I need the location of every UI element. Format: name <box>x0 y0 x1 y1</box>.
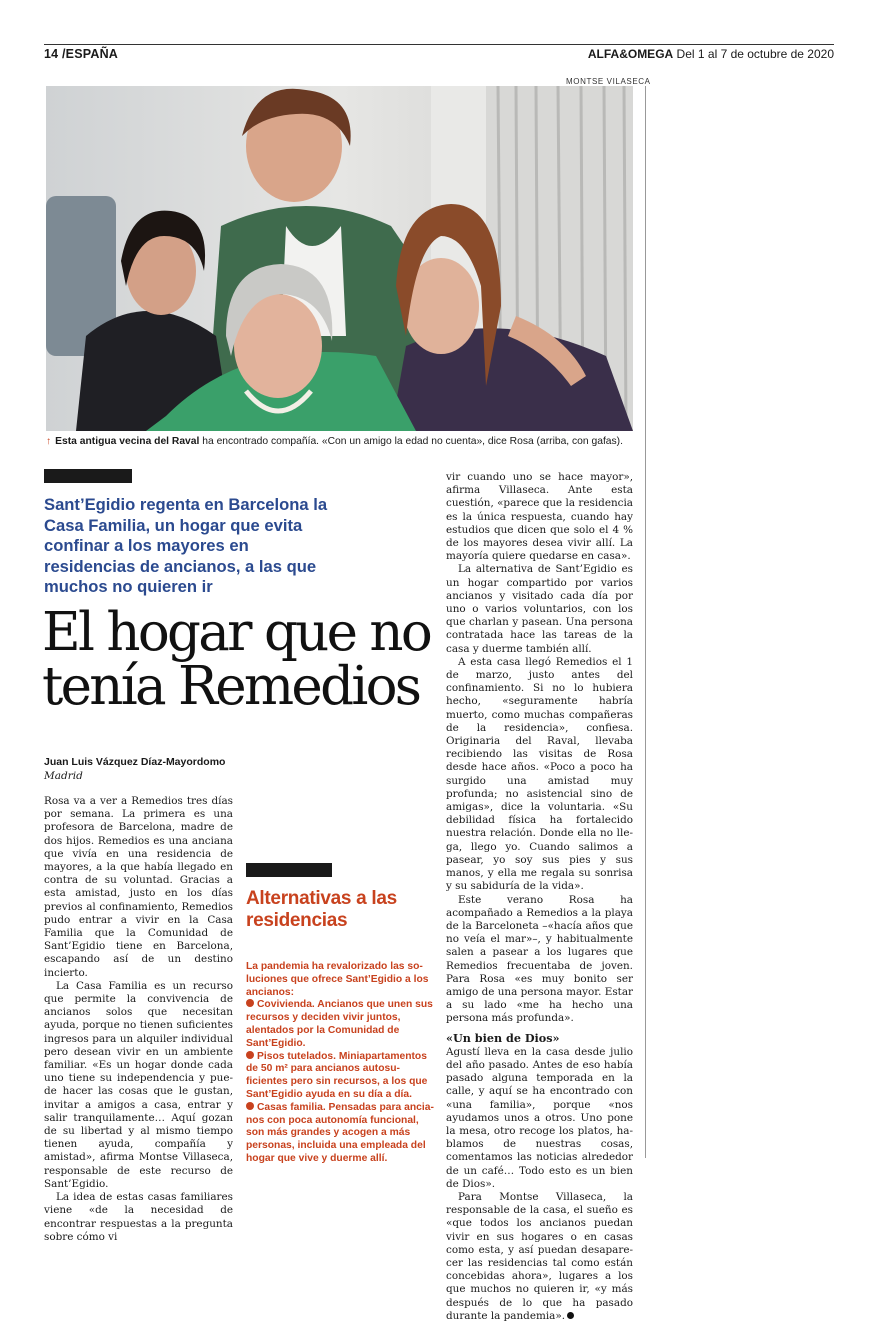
sidebar-item-text: Casas familia. Pensadas para ancianos con poca autonomía funcional, son más grandes y acogen a más personas, incluida una empleada del hogar que vive y duerme allí. <box>246 1101 434 1164</box>
sidebar-body <box>246 961 434 1166</box>
section-name: ESPAÑA <box>65 47 119 61</box>
body-paragraph: La Casa Familia es un recurso que permite la convivencia de ancianos solos que necesitan ayuda, porque no tienen suficientes ingresos para un alquiler individual pero desean vivir en un ambiente familiar. «Es un hogar donde cada uno tiene su independencia y puede hacer las cosas que le gustan, invitar a amigos a casa, entrar y salir tranquilamente… Aquí gozan de su libertad y al mismo tiempo tienen ayuda, compañía y amistad», afirma Montse Villaseca, responsable de este recurso de Sant’Egidio. <box>44 979 233 1190</box>
body-column-3 <box>446 471 633 1323</box>
body-paragraph: Rosa va a ver a Remedios tres días por semana. La primera es una profesora de Barcelona, madre de dos hijos. Remedios es una anciana que vivía en una residencia de mayores, a la que había llegado en contra de su voluntad. Gracias a esta amistad, justo en los días previos al confinamiento, Remedios pudo entrar a vivir en la Casa Familia que la Comunidad de Sant’Egidio tiene en Barcelona, escapando así de un destino incierto. <box>44 795 233 979</box>
page-number: 14 <box>44 47 59 61</box>
body-paragraph: La alternativa de Sant’Egidio es un hogar compartido por varios ancianos y visitado cada día por uno o varios voluntarios, con los que charlan y pasean. Una persona contratada hace las tareas de la casa y duerme también allí. <box>446 563 633 655</box>
sidebar-item <box>246 1051 434 1102</box>
article-deck: Sant’Egidio regenta en Barcelona la Casa Familia, un hogar que evita confinar a los mayores en residencias de ancianos, a las que muchos no quieren ir <box>44 495 328 596</box>
photo-caption <box>46 436 646 447</box>
sidebar-item <box>246 999 434 1050</box>
body-paragraph <box>446 1191 633 1323</box>
body-paragraph: A esta casa llegó Remedios el 1 de marzo, justo antes del confinamiento. Si no lo hubiera hecho, «seguramente habría muerto, como muchas compañeras de la residencia», confiesa. Originaria del Raval, llevaba recibiendo las visitas de Rosa desde hace años. «Poco a poco ha surgido una amistad muy profunda; no asistencial sino de amigas», dice la voluntaria. «Su debilidad física ha fortalecido nuestra relación. Donde ella no llega, llego yo. Cuando salimos a pasear, yo soy sus pies y sus manos, y ella me regala su sonrisa y su sabiduría de la vida». <box>446 655 633 893</box>
body-paragraph: Agustí lleva en la casa desde julio del año pasado. Antes de eso había pasado alguna temporada en la calle, y aquí se ha encontrado con «una familia», porque «nos ayudamos unos a otros. Uno pone la mesa, otro recoge los platos, hablamos de nuestras cosas, comentamos las noticias alrededor de un café… Todo esto es un bien de Dios». <box>446 1045 633 1190</box>
dateline-location: Madrid <box>44 770 83 782</box>
sidebar-intro: La pandemia ha revalorizado las soluciones que ofrece Sant’Egidio a los ancianos: <box>246 961 429 998</box>
author-byline: Juan Luis Vázquez Díaz-Mayordomo <box>44 756 226 768</box>
sidebar-item-text: Covivienda. Ancianos que unen sus recursos y deciden vivir juntos, alentados por la Comunidad de Sant’Egidio. <box>246 999 433 1049</box>
arrow-up-icon: ↑ <box>46 436 52 447</box>
deck-marker-bar <box>44 469 132 483</box>
photo-credit: MONTSE VILASECA <box>566 77 651 86</box>
publication-name: ALFA&OMEGA <box>587 47 674 61</box>
headline-line-2: tenía Remedios <box>42 656 420 717</box>
bullet-icon <box>246 999 254 1007</box>
header-rule <box>44 44 834 45</box>
final-paragraph-text: Para Montse Villaseca, la responsable de la casa, el sueño es «que todos los ancianos puedan vivir en sus hogares o en casas como esta, y así puedan desaparecer las residencias tal como están concebidas ahora», lugares a los que muchos no quieren ir, «y más después de lo que ha pasado durante la pandemia». <box>446 1190 633 1322</box>
section-subhead: «Un bien de Dios» <box>446 1030 560 1045</box>
headline-line-1: El hogar que no <box>42 602 431 663</box>
sidebar-item <box>246 1102 434 1166</box>
caption-text: ha encontrado compañía. «Con un amigo la edad no cuenta», dice Rosa (arriba, con gafas). <box>202 436 623 447</box>
body-paragraph: Este verano Rosa ha acompañado a Remedios a la playa de la Barceloneta –«hacía años que no veía el mar»–, y habitualmente salen a pasear a los lugares que Remedios frecuentaba de joven. Para Rosa «es muy bonito ser amigo de una persona mayor. Estar a su lado «me ha hecho una persona más profunda». <box>446 893 633 1025</box>
body-paragraph: vir cuando uno se hace mayor», afirma Villaseca. Ante esta cuestión, «parece que la residencia es la única respuesta, cuando hay estudios que dicen que solo el 4 % de los mayores desea vivir allí. La mayoría quiere quedarse en casa». <box>446 471 633 563</box>
issue-dates: Del 1 al 7 de octubre de 2020 <box>676 47 834 61</box>
article-photo <box>46 86 633 431</box>
article-headline <box>42 602 452 717</box>
page-section: 14 /ESPAÑA <box>44 47 119 61</box>
masthead <box>588 47 834 61</box>
column-rule <box>645 86 646 1158</box>
caption-lead: Esta antigua vecina del Raval <box>55 436 200 447</box>
sidebar-title: Alternativas a las residencias <box>246 888 397 931</box>
sidebar-item-text: Pisos tutelados. Miniapartamentos de 50 m² para ancianos autosuficientes pero sin recursos, a los que Sant’Egidio ayuda en su día a día. <box>246 1050 428 1100</box>
bullet-icon <box>246 1102 254 1110</box>
body-paragraph: La idea de estas casas familiares viene «de la necesidad de encontrar respuestas a la pregunta sobre cómo vi <box>44 1191 233 1243</box>
bullet-icon <box>246 1051 254 1059</box>
end-mark-icon <box>567 1312 574 1319</box>
body-column-1 <box>44 795 233 1244</box>
sidebar-marker-bar <box>246 863 332 877</box>
